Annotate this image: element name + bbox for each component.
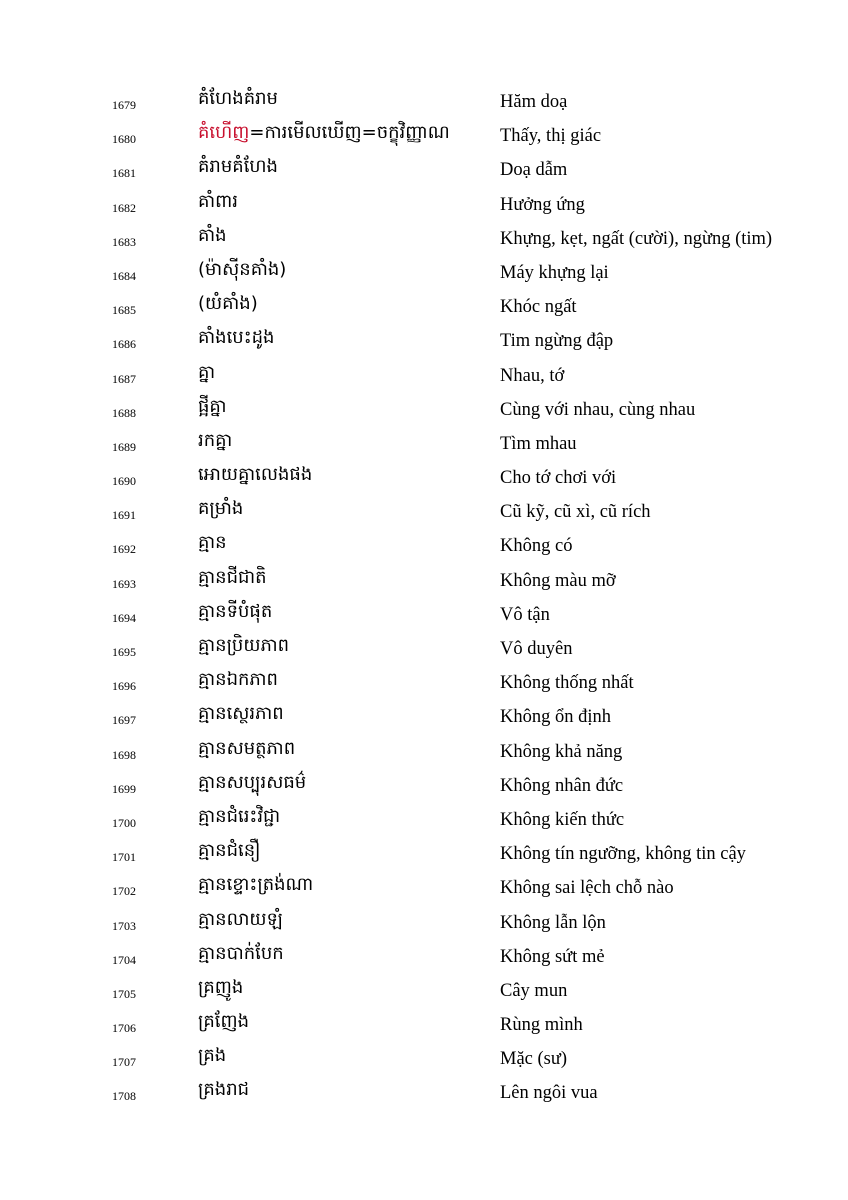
vietnamese-meaning: Vô duyên — [500, 639, 573, 659]
khmer-term: គ្មានសមត្ថភាព — [198, 737, 296, 759]
khmer-term — [198, 120, 450, 146]
entry-row — [0, 599, 848, 633]
vietnamese-meaning: Không tín ngưỡng, không tin cậy — [500, 844, 746, 865]
entry-number: 1705 — [112, 986, 136, 1001]
khmer-term: គ្មានជំនឿ — [198, 840, 261, 862]
entry-row — [0, 565, 848, 599]
entry-number: 1688 — [112, 405, 136, 420]
entry-row — [0, 701, 848, 735]
khmer-term: គាំង — [198, 224, 227, 246]
entry-row — [0, 428, 848, 462]
vietnamese-meaning: Không nhân đức — [500, 775, 624, 796]
vietnamese-meaning: Khựng, kẹt, ngất (cười), ngừng (tim) — [500, 228, 773, 249]
khmer-term: គ្មានស្ថេរភាព — [198, 703, 284, 725]
vietnamese-meaning: Không lẫn lộn — [500, 912, 606, 933]
entry-number: 1696 — [112, 679, 136, 694]
entry-row — [0, 667, 848, 701]
khmer-term: គ្រញូង — [198, 976, 244, 998]
entry-number: 1700 — [112, 815, 136, 830]
entry-number: 1701 — [112, 850, 136, 865]
vietnamese-meaning: Vô tận — [500, 604, 550, 625]
khmer-term: គ្មានទីបំផុត — [198, 600, 273, 622]
vietnamese-meaning: Không có — [500, 536, 573, 557]
entry-row — [0, 120, 848, 154]
vietnamese-meaning: Cùng với nhau, cùng nhau — [500, 399, 696, 420]
entry-row — [0, 325, 848, 359]
vietnamese-meaning: Hưởng ứng — [500, 194, 585, 215]
entry-number: 1681 — [112, 166, 136, 181]
entry-number: 1685 — [112, 303, 136, 318]
entry-number: 1695 — [112, 645, 136, 659]
vietnamese-meaning: Cho tớ chơi với — [500, 468, 617, 489]
vietnamese-meaning: Tim ngừng đập — [500, 331, 614, 352]
entry-number: 1704 — [112, 952, 136, 967]
entry-number: 1694 — [112, 610, 136, 625]
entry-row — [0, 633, 848, 667]
khmer-term: គ្មានខ្ទោះត្រង់ណា — [198, 874, 314, 896]
khmer-term: រកគ្នា — [198, 429, 233, 451]
khmer-term: ផ្អីគ្នា — [198, 395, 227, 417]
vietnamese-meaning: Rùng mình — [500, 1015, 583, 1036]
khmer-term: គំរាមគំហែង — [198, 156, 278, 178]
entry-row — [0, 941, 848, 975]
vietnamese-meaning: Không ổn định — [500, 707, 611, 728]
entry-number: 1698 — [112, 747, 136, 762]
entry-number: 1686 — [112, 337, 136, 352]
khmer-term: គ្មានឯកភាព — [198, 669, 278, 691]
khmer-term-highlight: គំហើញ — [198, 122, 250, 144]
khmer-term: អោយគ្នាលេងផង — [198, 464, 313, 486]
entry-row — [0, 804, 848, 838]
khmer-term: គ្រងរាជ — [198, 1079, 250, 1101]
entry-number: 1679 — [112, 98, 136, 112]
vietnamese-meaning: Cây mun — [500, 980, 568, 1001]
vietnamese-meaning: Khóc ngất — [500, 297, 577, 318]
entry-row — [0, 838, 848, 872]
entry-row — [0, 530, 848, 564]
entry-number: 1702 — [112, 884, 136, 899]
entry-number: 1690 — [112, 474, 136, 489]
entry-row — [0, 975, 848, 1009]
khmer-term: គម្រាំង — [198, 498, 244, 520]
vietnamese-meaning: Không sai lệch chỗ nào — [500, 878, 674, 899]
entry-number: 1697 — [112, 713, 136, 728]
khmer-term: គ្មាន — [198, 532, 227, 554]
vietnamese-meaning: Không sứt mẻ — [500, 946, 605, 967]
entry-row — [0, 360, 848, 394]
vietnamese-meaning: Máy khựng lại — [500, 262, 609, 283]
vietnamese-meaning: Nhau, tớ — [500, 365, 565, 386]
entry-number: 1683 — [112, 234, 136, 249]
khmer-term: គ្មានលាយឡំ — [198, 908, 283, 930]
entry-row — [0, 872, 848, 906]
vietnamese-meaning: Không màu mỡ — [500, 570, 616, 591]
khmer-term: គាំពារ — [198, 190, 238, 212]
entry-number: 1691 — [112, 508, 136, 523]
vietnamese-meaning: Mặc (sư) — [500, 1049, 568, 1070]
entry-row — [0, 291, 848, 325]
entry-row — [0, 496, 848, 530]
vietnamese-meaning: Doạ dẫm — [500, 160, 568, 181]
entry-row — [0, 189, 848, 223]
khmer-term: គ្រញែង — [198, 1011, 250, 1033]
entry-number: 1693 — [112, 576, 136, 591]
khmer-term: គ្មានជំរេះវិជ្ជា — [198, 805, 281, 827]
entry-row — [0, 394, 848, 428]
vietnamese-meaning: Lên ngôi vua — [500, 1083, 598, 1104]
vietnamese-meaning: Không kiến thức — [500, 809, 625, 830]
entry-row — [0, 907, 848, 941]
entry-number: 1687 — [112, 371, 136, 386]
entry-number: 1703 — [112, 918, 136, 933]
entry-number: 1708 — [112, 1089, 136, 1104]
khmer-term: គ្រង — [198, 1045, 227, 1067]
entry-number: 1684 — [112, 268, 136, 283]
dictionary-page — [0, 86, 848, 1112]
entry-row — [0, 1077, 848, 1111]
entry-row — [0, 1009, 848, 1043]
vietnamese-meaning: Không khả năng — [500, 741, 623, 762]
khmer-term: គ្មានប្រិយភាព — [198, 635, 290, 656]
khmer-term: គាំងបេះដូង — [198, 327, 275, 349]
khmer-term: (យំគាំង) — [198, 293, 258, 315]
entry-number: 1682 — [112, 200, 136, 215]
entry-number: 1680 — [112, 132, 136, 147]
khmer-term: គ្នា — [198, 361, 216, 383]
entry-row — [0, 86, 848, 120]
khmer-term: គ្មានសប្បុរសធម៌ — [198, 771, 307, 793]
entry-row — [0, 257, 848, 291]
entry-row — [0, 154, 848, 188]
entry-number: 1706 — [112, 1021, 136, 1036]
khmer-term: គ្មានជីជាតិ — [198, 566, 267, 588]
entry-row — [0, 1043, 848, 1077]
entry-row — [0, 462, 848, 496]
vietnamese-meaning: Cũ kỹ, cũ xì, cũ rích — [500, 502, 651, 523]
entry-row — [0, 770, 848, 804]
vietnamese-meaning: Không thống nhất — [500, 673, 634, 694]
khmer-term-definition: =ការមើលឃើញ=ចក្ខុវិញ្ញាណ — [249, 122, 450, 144]
vietnamese-meaning: Hăm doạ — [500, 92, 568, 112]
entry-number: 1707 — [112, 1055, 136, 1070]
entry-row — [0, 736, 848, 770]
entry-number: 1692 — [112, 542, 136, 557]
entry-number: 1689 — [112, 439, 136, 454]
vietnamese-meaning: Thấy, thị giác — [500, 126, 602, 147]
entry-row — [0, 223, 848, 257]
vietnamese-meaning: Tìm mhau — [500, 433, 577, 454]
khmer-term: (ម៉ាស៊ីនគាំង) — [198, 258, 287, 280]
khmer-term: គំហែងគំរាម — [198, 88, 278, 109]
entry-number: 1699 — [112, 781, 136, 796]
khmer-term: គ្មានបាក់បែក — [198, 942, 284, 964]
